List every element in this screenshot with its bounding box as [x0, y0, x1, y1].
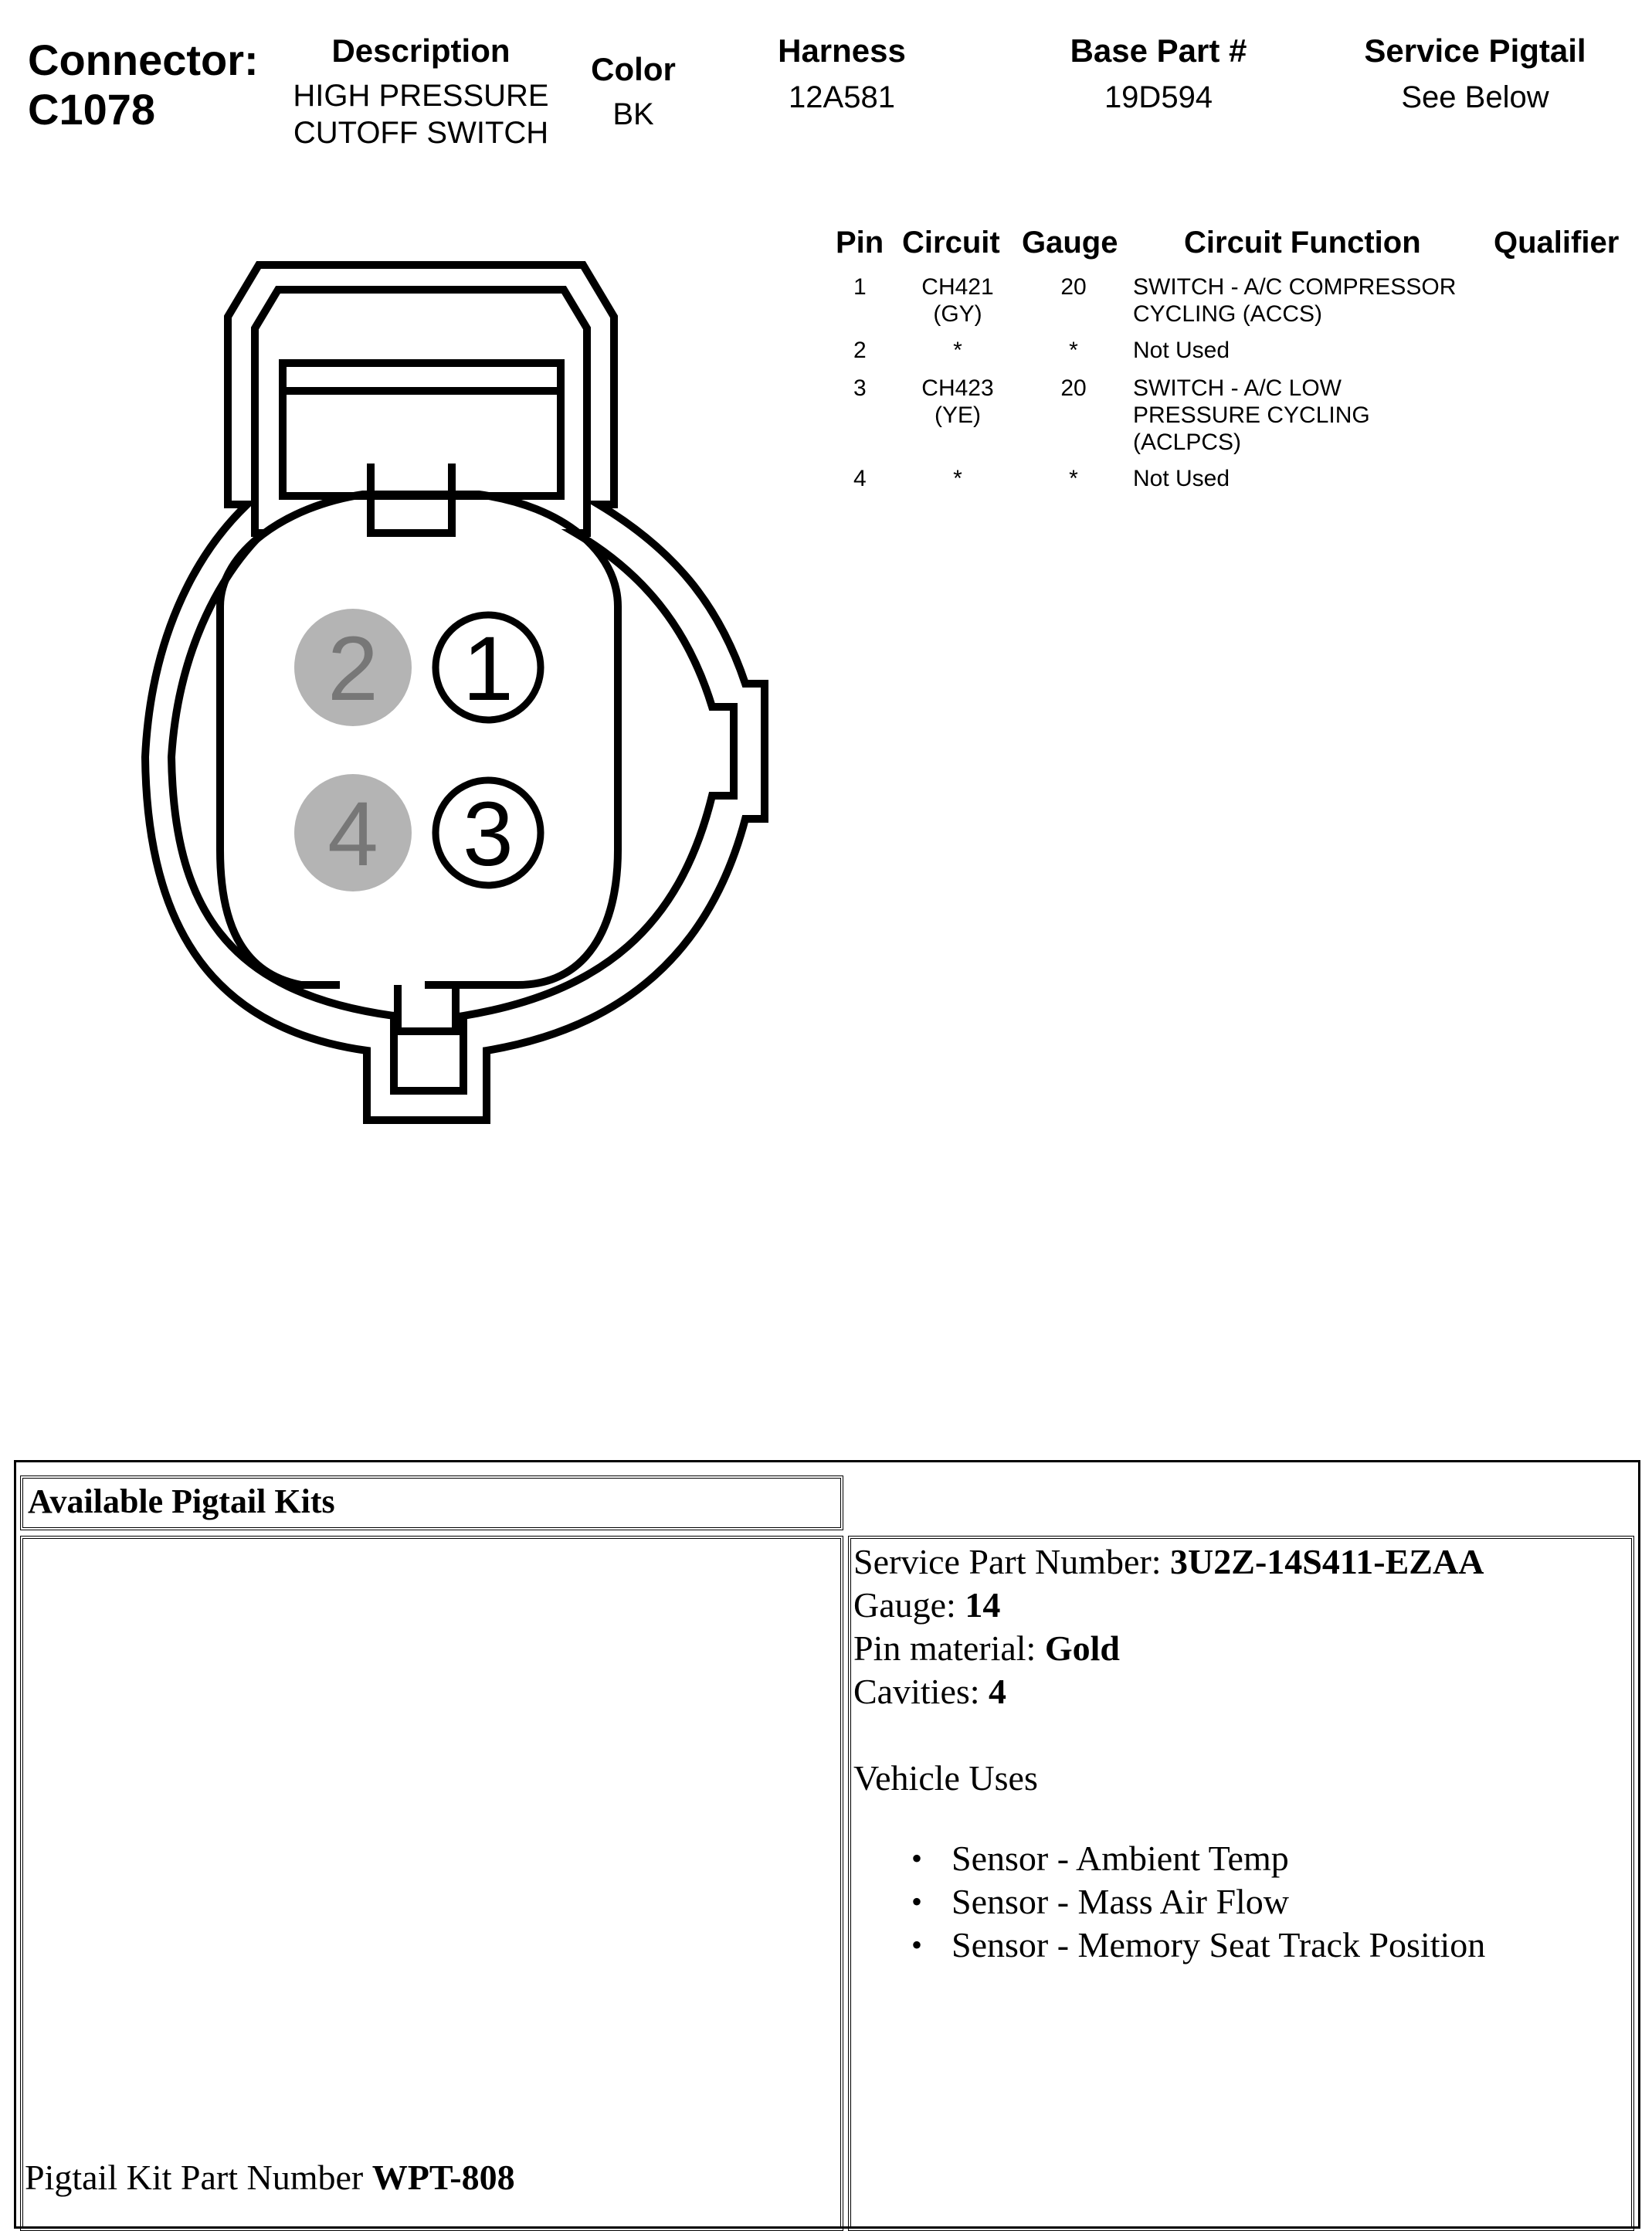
- row-2-pin: 2: [853, 338, 867, 363]
- gauge-label: Gauge:: [853, 1585, 965, 1625]
- list-item: • Sensor - Ambient Temp: [911, 1837, 1485, 1880]
- row-4-function: Not Used: [1133, 466, 1230, 491]
- pin-number-label: 3: [463, 783, 514, 885]
- connector-face-diagram: [131, 255, 780, 1143]
- row-3-function: [1133, 375, 1370, 456]
- service-pigtail-value: See Below: [1401, 80, 1549, 114]
- connector-label: Connector:: [28, 36, 259, 84]
- vehicle-uses-heading: Vehicle Uses: [853, 1758, 1038, 1798]
- connector-heading: [28, 36, 259, 134]
- base-part-title: Base Part #: [1070, 32, 1247, 69]
- pin-number-label: 4: [327, 783, 378, 885]
- harness-title: Harness: [778, 32, 906, 69]
- circuit-column-header: Circuit: [902, 226, 1000, 260]
- pin-material-value: Gold: [1044, 1628, 1120, 1668]
- gauge-value: 14: [965, 1585, 1001, 1625]
- list-item: • Sensor - Mass Air Flow: [911, 1880, 1485, 1924]
- row-1-pin: 1: [853, 274, 867, 300]
- pin-number-label: 2: [327, 618, 378, 720]
- row-3-function-line-1: SWITCH - A/C LOW: [1133, 375, 1342, 401]
- row-3-pin: 3: [853, 375, 867, 401]
- bottom-key: [398, 985, 456, 1031]
- row-3-circuit: [896, 375, 1019, 429]
- pin-material-label: Pin material:: [853, 1628, 1045, 1668]
- description-title: Description: [331, 32, 511, 69]
- pin-cavities: [294, 609, 541, 891]
- color-title: Color: [591, 51, 676, 87]
- cavities: [853, 1670, 1006, 1713]
- row-1-function-line-2: CYCLING (ACCS): [1133, 301, 1323, 327]
- row-1-gauge: 20: [1060, 274, 1087, 300]
- row-1-function-line-1: SWITCH - A/C COMPRESSOR: [1133, 274, 1457, 300]
- row-2-gauge: *: [1069, 338, 1078, 363]
- service-part-label: Service Part Number:: [853, 1542, 1171, 1581]
- row-1-circuit-id: CH421: [921, 274, 994, 300]
- row-1-circuit: [896, 273, 1019, 328]
- pin-column-header: Pin: [836, 226, 884, 260]
- pin-cavity-4: [294, 774, 412, 891]
- pin-number-label: 1: [463, 618, 514, 720]
- row-3-circuit-color: (YE): [935, 402, 981, 428]
- row-3-circuit-id: CH423: [921, 375, 994, 401]
- row-3-function-line-3: (ACLPCS): [1133, 430, 1242, 455]
- service-part-number: [853, 1540, 1484, 1584]
- pigtail-gauge: [853, 1584, 1000, 1627]
- list-item: • Sensor - Memory Seat Track Position: [911, 1924, 1485, 1967]
- kit-value: WPT-808: [371, 2158, 515, 2197]
- qualifier-column-header: Qualifier: [1494, 226, 1620, 260]
- base-part-value: 19D594: [1104, 80, 1213, 114]
- pigtail-kits-title: Available Pigtail Kits: [28, 1482, 335, 1520]
- pin-cavity-3: [436, 780, 541, 885]
- harness-value: 12A581: [789, 80, 895, 114]
- pin-material: [853, 1627, 1120, 1670]
- pigtail-kit-part-number: [25, 2157, 515, 2198]
- circuit-function-column-header: Circuit Function: [1184, 226, 1421, 260]
- description-line-1: HIGH PRESSURE: [293, 79, 549, 113]
- row-2-function: Not Used: [1133, 338, 1230, 363]
- row-3-function-line-2: PRESSURE CYCLING: [1133, 402, 1370, 428]
- pin-cavity-2: [294, 609, 412, 726]
- service-pigtail-title: Service Pigtail: [1364, 32, 1586, 69]
- row-1-circuit-color: (GY): [933, 301, 982, 327]
- row-4-gauge: *: [1069, 466, 1078, 491]
- vehicle-uses-list: [911, 1837, 1485, 1967]
- pigtail-image-box: [20, 1536, 843, 2231]
- kit-label: Pigtail Kit Part Number: [25, 2158, 372, 2197]
- row-2-circuit: *: [953, 338, 962, 363]
- service-part-value: 3U2Z-14S411-EZAA: [1170, 1542, 1484, 1581]
- description-value: [266, 77, 575, 151]
- row-4-circuit: *: [953, 466, 962, 491]
- connector-id: C1078: [28, 85, 156, 134]
- cavities-value: 4: [989, 1672, 1007, 1711]
- description-line-2: CUTOFF SWITCH: [293, 116, 549, 150]
- pin-field-outline: [220, 494, 618, 985]
- row-4-pin: 4: [853, 466, 867, 491]
- latch-bar: [283, 363, 561, 496]
- gauge-column-header: Gauge: [1022, 226, 1118, 260]
- cavities-label: Cavities:: [853, 1672, 989, 1711]
- row-3-gauge: 20: [1060, 375, 1087, 401]
- color-value: BK: [612, 97, 654, 131]
- row-1-function: [1133, 273, 1456, 328]
- pin-cavity-1: [436, 615, 541, 720]
